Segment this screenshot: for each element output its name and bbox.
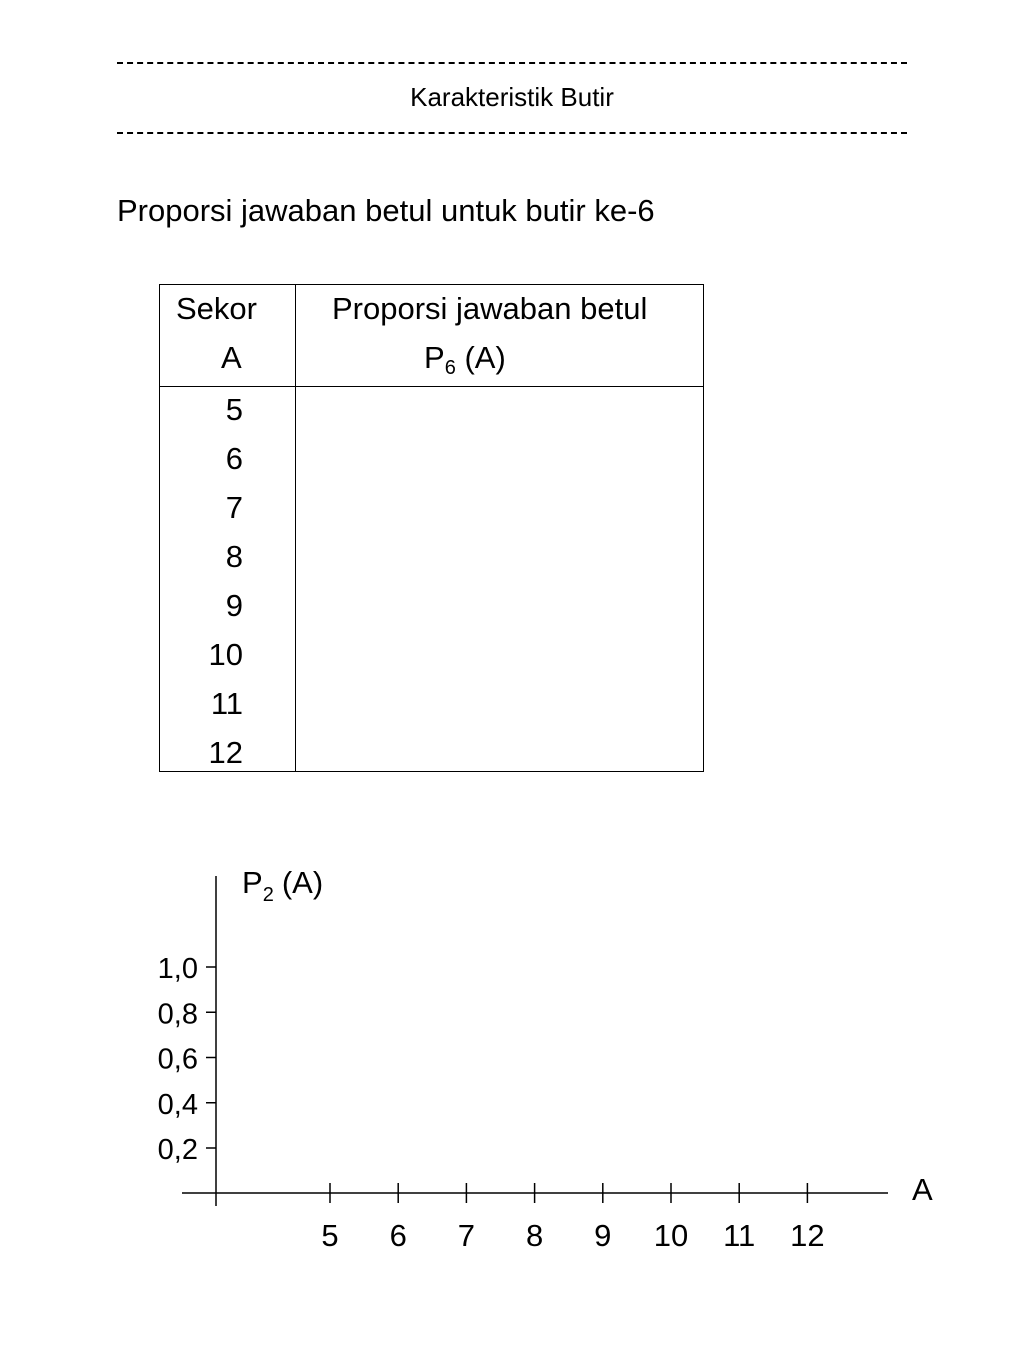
column-header-proportion: Proporsi jawaban betul [332,291,648,326]
table-row-score: 9 [225,588,243,623]
header-title: Karakteristik Butir [410,82,614,112]
y-label-suffix: (A) [281,865,324,900]
x-tick-label: 12 [790,1218,825,1253]
table-header-divider [160,386,703,387]
header-dash-top [117,62,907,64]
proportion-symbol-suffix: (A) [464,340,506,375]
y-axis-label [242,865,323,906]
proportion-symbol-p: P [424,340,445,375]
y-tick-label: 0,4 [157,1088,198,1121]
table-row-score: 6 [225,441,243,476]
y-tick-label: 0,6 [157,1043,198,1076]
y-tick-label: 1,0 [157,953,198,985]
table-row-score: 8 [225,539,243,574]
table-row-score: 12 [208,735,243,770]
table-row-score: 10 [208,637,243,672]
x-axis-label: A [912,1172,933,1207]
x-tick-label: 6 [389,1218,407,1253]
y-tick-label: 0,2 [157,1134,198,1166]
table-row-score: 7 [225,490,243,525]
page-title: Proporsi jawaban betul untuk butir ke-6 [117,193,655,228]
y-axis-ticks [158,953,216,1166]
x-tick-label: 11 [723,1218,756,1253]
x-tick-label: 5 [321,1218,339,1253]
y-label-p: P [242,865,263,900]
x-tick-label: 7 [457,1218,476,1253]
y-label-subscript: 2 [262,884,274,906]
chart-axes [182,876,888,1206]
table-row-score: 5 [225,392,243,427]
y-tick-label: 0,8 [157,998,198,1031]
score-list [160,389,295,781]
x-tick-label: 8 [525,1218,544,1253]
column-header-proportion-symbol [424,340,506,379]
table-column-divider [295,285,296,771]
column-header-score-symbol: A [221,340,242,375]
x-tick-label: 10 [653,1218,689,1253]
header-dash-bottom [117,132,907,134]
x-tick-label: 9 [594,1218,612,1253]
column-header-score: Sekor [176,291,257,326]
proportion-symbol-subscript: 6 [444,357,456,379]
proportion-chart [0,860,1024,1280]
score-proportion-table [159,284,704,772]
table-row-score: 11 [210,686,243,721]
